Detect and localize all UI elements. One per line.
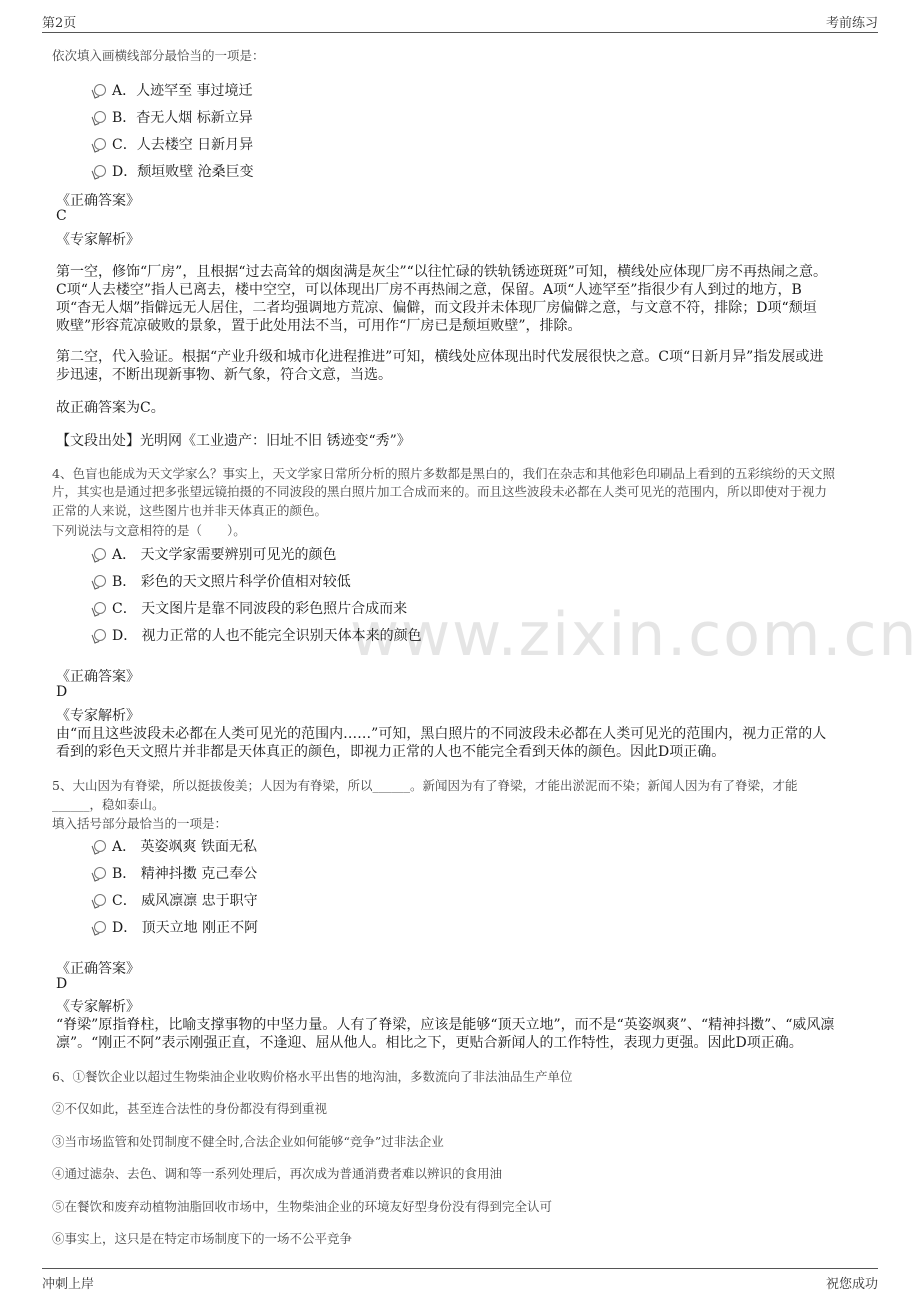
analysis-label: 《专家解析》 <box>56 708 140 724</box>
analysis-line: 第二空，代入验证。根据“产业升级和城市化进程推进”可知，横线处应体现出时代发展很快之意。C项“日新月异”指发展或进 <box>56 349 824 365</box>
question-prompt: 填入括号部分最恰当的一项是： <box>52 816 228 831</box>
radio-icon[interactable] <box>94 921 106 933</box>
answer-value: C <box>56 208 67 224</box>
option-b[interactable]: B． 彩色的天文照片科学价值相对较低 <box>94 571 351 591</box>
radio-icon[interactable] <box>94 165 106 177</box>
radio-icon[interactable] <box>94 138 106 150</box>
source-note: 【文段出处】光明网《工业遗产：旧址不旧 锈迹变“秀”》 <box>56 433 411 449</box>
page-header <box>42 10 878 33</box>
sentence-item: ⑤在餐饮和废弃动植物油脂回收市场中，生物柴油企业的环境友好型身份没有得到完全认可 <box>52 1199 553 1214</box>
radio-icon[interactable] <box>94 629 106 641</box>
option-c[interactable]: C．人去楼空 日新月异 <box>94 134 253 154</box>
question-stem: 5、大山因为有脊梁，所以挺拔俊美；人因为有脊梁，所以______。新闻因为有了脊梁，才能出淤泥而不染；新闻人因为有了脊梁，才能 <box>52 778 798 793</box>
analysis-line: 步迅速，不断出现新事物、新气象，符合文意，当选。 <box>56 367 392 383</box>
sentence-item: ③当市场监管和处罚制度不健全时,合法企业如何能够“竞争”过非法企业 <box>52 1134 444 1149</box>
question-stem: ______，稳如泰山。 <box>52 797 165 812</box>
option-a[interactable]: A．人迹罕至 事过境迁 <box>94 80 253 100</box>
footer-right-text: 祝您成功 <box>825 1277 878 1292</box>
radio-icon[interactable] <box>94 840 106 852</box>
question-stem: 片，其实也是通过把多张望远镜拍摄的不同波段的黑白照片加工合成而来的。而且这些波段未必都在人类可见光的范围内，所以即使对于视力 <box>52 484 828 499</box>
page-number: 第2页 <box>42 16 77 31</box>
sentence-item: ②不仅如此，甚至连合法性的身份都没有得到重视 <box>52 1101 328 1116</box>
radio-icon[interactable] <box>94 111 106 123</box>
answer-value: D <box>56 684 68 700</box>
watermark: www.zixin.com.cn <box>350 600 919 670</box>
answer-label: 《正确答案》 <box>56 669 140 685</box>
option-c[interactable]: C． 威风凛凛 忠于职守 <box>94 890 258 910</box>
analysis-line: “脊梁”原指脊柱，比喻支撑事物的中坚力量。人有了脊梁，应该是能够“顶天立地”，而不是“英姿飒爽”、“精神抖擞”、“威风凛 <box>56 1017 835 1033</box>
option-c[interactable]: C． 天文图片是靠不同波段的彩色照片合成而来 <box>94 598 407 618</box>
option-d[interactable]: D．颓垣败壁 沧桑巨变 <box>94 161 254 181</box>
sentence-item: ⑥事实上，这只是在特定市场制度下的一场不公平竞争 <box>52 1231 353 1246</box>
analysis-label: 《专家解析》 <box>56 999 140 1015</box>
analysis-conclusion: 故正确答案为C。 <box>56 400 165 416</box>
footer-left-text: 冲刺上岸 <box>42 1277 95 1292</box>
radio-icon[interactable] <box>94 894 106 906</box>
option-d[interactable]: D． 视力正常的人也不能完全识别天体本来的颜色 <box>94 625 422 645</box>
analysis-line: C项“人去楼空”指人已离去，楼中空空，可以体现出厂房不再热闹之意，保留。A项“人迹罕至”指很少有人到过的地方，B <box>56 282 802 298</box>
analysis-line: 由“而且这些波段未必都在人类可见光的范围内……”可知，黑白照片的不同波段未必都在人类可见光的范围内，视力正常的人 <box>56 726 827 742</box>
radio-icon[interactable] <box>94 602 106 614</box>
answer-label: 《正确答案》 <box>56 961 140 977</box>
radio-icon[interactable] <box>94 867 106 879</box>
radio-icon[interactable] <box>94 548 106 560</box>
header-title: 考前练习 <box>825 16 878 31</box>
analysis-line: 项“杳无人烟”指僻远无人居住，二者均强调地方荒凉、偏僻，而文段并未体现厂房偏僻之意，与文意不符，排除；D项“颓垣 <box>56 300 817 316</box>
question-stem: 依次填入画横线部分最恰当的一项是： <box>52 48 265 63</box>
sentence-item: 6、①餐饮企业以超过生物柴油企业收购价格水平出售的地沟油，多数流向了非法油品生产单位 <box>52 1069 573 1084</box>
analysis-line: 第一空，修饰“厂房”，且根据“过去高耸的烟囱满是灰尘”“以往忙碌的铁轨锈迹斑斑”可知，横线处应体现厂房不再热闹之意。 <box>56 264 827 280</box>
option-a[interactable]: A． 英姿飒爽 铁面无私 <box>94 836 257 856</box>
option-b[interactable]: B．杳无人烟 标新立异 <box>94 107 253 127</box>
option-d[interactable]: D． 顶天立地 刚正不阿 <box>94 917 258 937</box>
question-stem: 正常的人来说，这些图片也并非天体真正的颜色。 <box>52 503 328 518</box>
radio-icon[interactable] <box>94 575 106 587</box>
option-b[interactable]: B． 精神抖擞 克己奉公 <box>94 863 257 883</box>
sentence-item: ④通过滤杂、去色、调和等一系列处理后，再次成为普通消费者难以辨识的食用油 <box>52 1166 503 1181</box>
analysis-line: 败壁”形容荒凉破败的景象，置于此处用法不当，可用作“厂房已是颓垣败壁”，排除。 <box>56 318 582 334</box>
radio-icon[interactable] <box>94 84 106 96</box>
option-a[interactable]: A． 天文学家需要辨别可见光的颜色 <box>94 544 337 564</box>
answer-value: D <box>56 976 68 992</box>
question-prompt: 下列说法与文意相符的是（ ）。 <box>52 523 246 538</box>
question-stem: 4、色盲也能成为天文学家么？事实上，天文学家日常所分析的照片多数都是黑白的，我们在杂志和其他彩色印刷品上看到的五彩缤纷的天文照 <box>52 466 835 481</box>
analysis-line: 看到的彩色天文照片并非都是天体真正的颜色，即视力正常的人也不能完全看到天体的颜色。因此D项正确。 <box>56 744 726 760</box>
analysis-label: 《专家解析》 <box>56 232 140 248</box>
analysis-line: 凛”。“刚正不阿”表示刚强正直，不逢迎、屈从他人。相比之下，更贴合新闻人的工作特性，表现力更强。因此D项正确。 <box>56 1035 803 1051</box>
page-footer <box>42 1268 878 1295</box>
answer-label: 《正确答案》 <box>56 193 140 209</box>
